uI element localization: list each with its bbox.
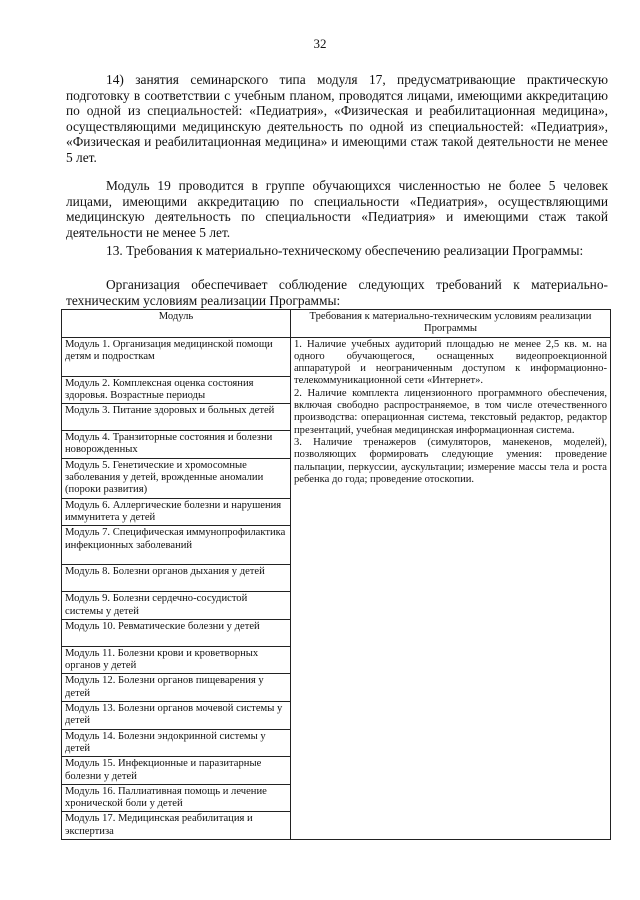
- page-number: 32: [313, 36, 327, 51]
- paragraph-text: Модуль 19 проводится в группе обучающихся численностью не более 5 человек лицами, имеющими аккредитацию по специальности «Педиатрия», осуществляющими медицинскую деятельность по специальности «Педиатрия» и имеющими стаж такой деятельности не менее 5 лет.: [66, 178, 608, 240]
- table-header-row: [62, 310, 611, 338]
- module-cell: Модуль 13. Болезни органов мочевой системы у детей: [62, 702, 291, 730]
- module-cell: Модуль 16. Паллиативная помощь и лечение хронической боли у детей: [62, 784, 291, 812]
- module-cell: Модуль 17. Медицинская реабилитация и экспертиза: [62, 812, 291, 840]
- column-header-requirements: Требования к материально-техническим условиям реализации Программы: [291, 310, 611, 338]
- module-cell: Модуль 11. Болезни крови и кроветворных органов у детей: [62, 646, 291, 674]
- paragraph-seminar-classes: [66, 72, 608, 166]
- module-cell: Модуль 6. Аллергические болезни и нарушения иммунитета у детей: [62, 498, 291, 526]
- paragraph-module-19: [66, 178, 608, 240]
- paragraph-text: 14) занятия семинарского типа модуля 17, предусматривающие практическую подготовку в соответствии с учебным планом, проводятся лицами, имеющими аккредитацию по одной из специальностей: «Педиатрия», «Физическая и реабилитационная медицина», осуществляющими медицинскую деятельность по одной из специальностей: «Педиатрия», «Физическая и реабилитационная медицина» и имеющими стаж такой деятельности не менее 5 лет.: [66, 72, 608, 165]
- paragraph-text: Организация обеспечивает соблюдение следующих требований к материально-техническим условиям реализации Программы:: [66, 277, 608, 308]
- column-header-module: Модуль: [62, 310, 291, 338]
- module-cell: Модуль 4. Транзиторные состояния и болезни новорожденных: [62, 431, 291, 459]
- requirements-cell: [291, 337, 611, 839]
- module-cell: Модуль 10. Ревматические болезни у детей: [62, 619, 291, 646]
- module-cell: Модуль 12. Болезни органов пищеварения у детей: [62, 674, 291, 702]
- paragraph-organization: [66, 277, 608, 308]
- paragraph-text: 13. Требования к материально-техническому обеспечению реализации Программы:: [106, 243, 584, 258]
- module-cell: Модуль 5. Генетические и хромосомные заболевания у детей, врожденные аномалии (пороки развития): [62, 458, 291, 498]
- module-cell: Модуль 15. Инфекционные и паразитарные болезни у детей: [62, 757, 291, 785]
- requirement-item: 1. Наличие учебных аудиторий площадью не менее 2,5 кв. м. на одного обучающегося, оснащенных видеопроекционной аппаратурой и неограниченным доступом к информационно-телекоммуникационной сети «Интернет».: [294, 338, 607, 387]
- module-cell: Модуль 3. Питание здоровых и больных детей: [62, 404, 291, 431]
- requirement-item: 2. Наличие комплекта лицензионного программного обеспечения, включая свободно распространяемое, в том числе отечественного производства: операционная система, текстовый редактор, редактор презентаций, учебная медицинская информационная система.: [294, 387, 607, 436]
- module-cell: Модуль 1. Организация медицинской помощи детям и подросткам: [62, 337, 291, 376]
- requirement-item: 3. Наличие тренажеров (симуляторов, манекенов, моделей), позволяющих формировать следующие умения: проведение пальпации, перкуссии, аускультации; измерение массы тела и роста ребенка до года; проведение отоскопии.: [294, 436, 607, 485]
- module-cell: Модуль 9. Болезни сердечно-сосудистой системы у детей: [62, 592, 291, 620]
- table-row: [62, 337, 611, 376]
- module-cell: Модуль 7. Специфическая иммунопрофилактика инфекционных заболеваний: [62, 526, 291, 565]
- section-heading-requirements: [66, 243, 608, 259]
- module-cell: Модуль 2. Комплексная оценка состояния здоровья. Возрастные периоды: [62, 376, 291, 404]
- requirements-table: [61, 309, 611, 840]
- module-cell: Модуль 14. Болезни эндокринной системы у детей: [62, 729, 291, 757]
- module-cell: Модуль 8. Болезни органов дыхания у детей: [62, 565, 291, 592]
